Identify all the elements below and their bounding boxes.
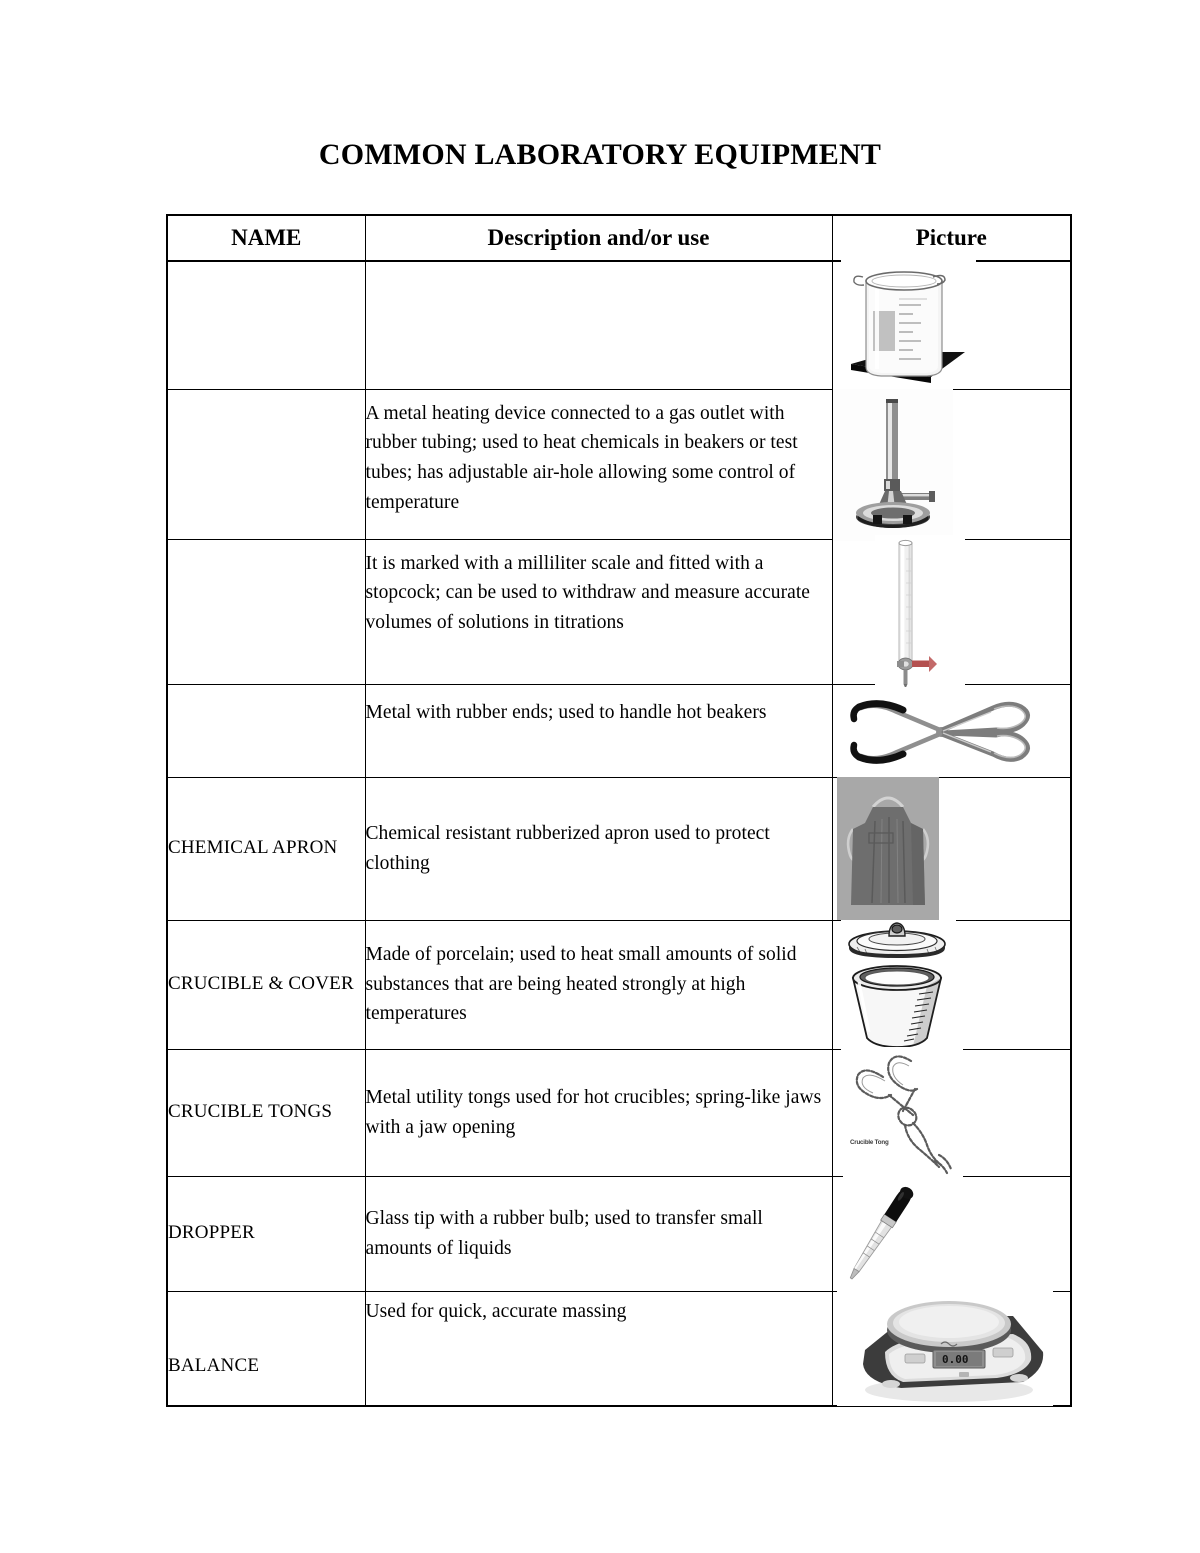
equipment-name-cell — [167, 1291, 365, 1406]
equipment-description-cell — [365, 261, 832, 389]
beaker-icon — [841, 259, 976, 389]
equipment-name-cell — [167, 1049, 365, 1176]
equipment-picture-cell — [832, 261, 1071, 389]
equipment-description-text: Glass tip with a rubber bulb; used to transfer small amounts of liquids — [365, 1207, 763, 1259]
column-header-name: NAME — [167, 215, 365, 261]
column-header-description: Description and/or use — [365, 215, 832, 261]
beaker-tongs-icon — [841, 688, 1049, 776]
equipment-name-cell — [167, 777, 365, 920]
equipment-description-text: Used for quick, accurate massing — [365, 1300, 627, 1322]
equipment-description-text: Metal utility tongs used for hot crucibles; spring-like jaws with a jaw opening — [365, 1086, 822, 1138]
equipment-description-text: A metal heating device connected to a gas outlet with rubber tubing; used to heat chemicals in beakers or test tubes; has adjustable air-hole allowing some control of temperature — [365, 402, 798, 513]
table-header-row — [167, 215, 1071, 261]
table-row — [167, 261, 1071, 389]
chemical-apron-icon — [837, 777, 939, 920]
lab-equipment-table — [166, 214, 1072, 1407]
equipment-name-text: BALANCE — [168, 1355, 260, 1377]
equipment-description-cell — [365, 389, 832, 539]
equipment-description-cell — [365, 1291, 832, 1406]
equipment-picture-cell — [832, 1291, 1071, 1406]
equipment-name-cell — [167, 389, 365, 539]
equipment-description-cell — [365, 1049, 832, 1176]
column-header-picture: Picture — [832, 215, 1071, 261]
equipment-picture-cell — [832, 920, 1071, 1049]
equipment-name-text: CRUCIBLE TONGS — [168, 1101, 333, 1123]
balance-icon — [837, 1290, 1053, 1406]
equipment-description-cell — [365, 777, 832, 920]
table-row — [167, 1291, 1071, 1406]
equipment-name-cell — [167, 920, 365, 1049]
equipment-description-text: Metal with rubber ends; used to handle hot beakers — [365, 701, 767, 723]
equipment-description-text: Made of porcelain; used to heat small amounts of solid substances that are being heated strongly at high temperatures — [365, 943, 797, 1025]
equipment-name-cell — [167, 1176, 365, 1291]
equipment-name-text: CHEMICAL APRON — [168, 837, 338, 859]
crucible-tongs-icon — [843, 1047, 963, 1177]
table-row — [167, 389, 1071, 539]
equipment-picture-cell — [832, 1176, 1071, 1291]
equipment-picture-cell — [832, 539, 1071, 684]
buret-icon — [875, 535, 965, 687]
equipment-description-cell — [365, 920, 832, 1049]
equipment-description-text: Chemical resistant rubberized apron used to protect clothing — [365, 822, 770, 874]
dropper-icon — [841, 1177, 919, 1291]
equipment-picture-cell — [832, 1049, 1071, 1176]
equipment-picture-cell — [832, 684, 1071, 777]
equipment-name-cell — [167, 539, 365, 684]
equipment-name-text: CRUCIBLE & COVER — [168, 973, 354, 995]
page-title: COMMON LABORATORY EQUIPMENT — [318, 138, 882, 171]
equipment-description-cell — [365, 539, 832, 684]
equipment-description-cell — [365, 1176, 832, 1291]
crucible-and-cover-icon — [841, 920, 956, 1050]
equipment-description-text: It is marked with a milliliter scale and fitted with a stopcock; can be used to withdraw and measure accurate volumes of solutions in titrations — [365, 552, 811, 634]
table-row — [167, 777, 1071, 920]
equipment-name-cell — [167, 261, 365, 389]
equipment-name-cell — [167, 684, 365, 777]
table-row — [167, 539, 1071, 684]
equipment-picture-cell — [832, 389, 1071, 539]
crucible-tongs-caption: Crucible Tong — [849, 1138, 889, 1146]
table-row — [167, 684, 1071, 777]
table-row — [167, 1049, 1071, 1176]
equipment-description-cell — [365, 684, 832, 777]
bunsen-burner-icon — [833, 389, 953, 541]
equipment-picture-cell — [832, 777, 1071, 920]
table-row — [167, 920, 1071, 1049]
svg-text:0.00: 0.00 — [941, 1352, 968, 1366]
equipment-name-text: DROPPER — [168, 1222, 255, 1244]
table-row — [167, 1176, 1071, 1291]
